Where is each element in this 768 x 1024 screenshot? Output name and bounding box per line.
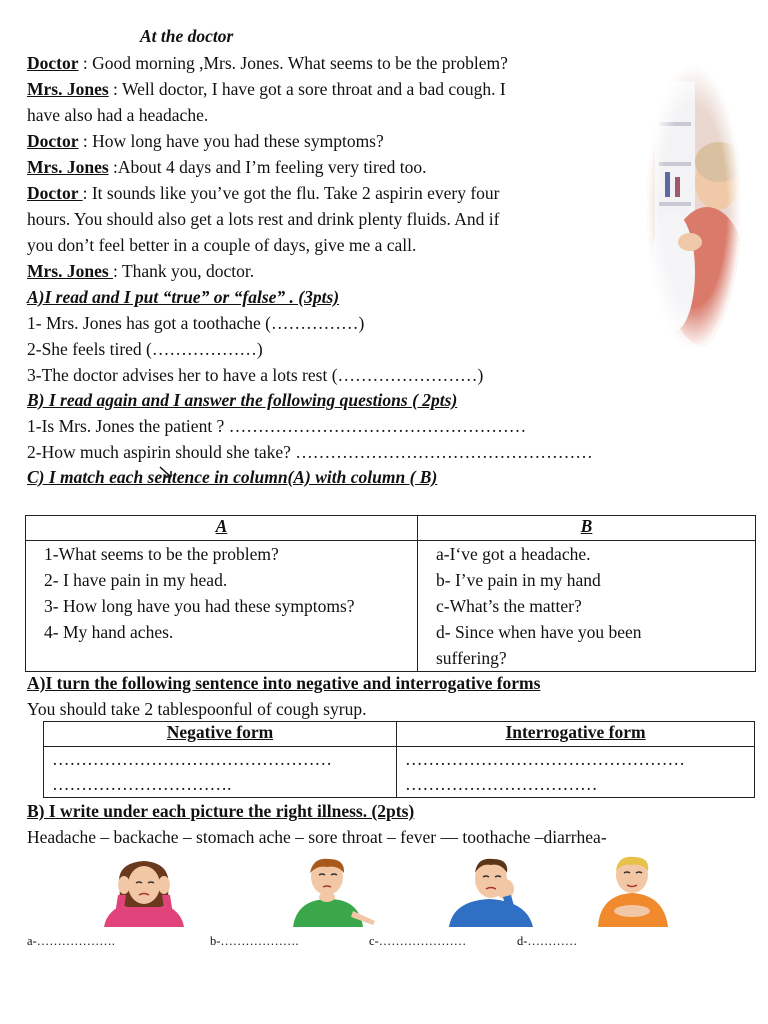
answer-line: …………………………………………: [52, 749, 332, 769]
sore-throat-boy-image: [283, 855, 379, 927]
section-c-heading: C) I match each sentence in column(A) with column ( B): [27, 467, 438, 487]
dialogue-line-9: Mrs. Jones : Thank you, doctor.: [27, 261, 255, 281]
speaker: Doctor: [27, 53, 79, 73]
headache-girl-image: [100, 855, 188, 927]
dialogue-text: Thank you, doctor.: [121, 261, 255, 281]
match-item-b: suffering?: [436, 648, 507, 668]
answer-blank-d: d-…………: [517, 934, 578, 948]
forms-table: [43, 721, 755, 798]
dialogue-line-8: [27, 232, 416, 258]
dialogue-line-7: [27, 206, 499, 232]
dialogue-text: It sounds like you’ve got the flu. Take 2 aspirin every four: [91, 183, 500, 203]
column-a-header: A: [26, 516, 418, 541]
section-e-heading: B) I write under each picture the right illness. (2pts): [27, 801, 415, 821]
question-item: 2-How much aspirin should she take? ……………………………………………: [27, 442, 593, 462]
doctor-patient-photo: [645, 62, 743, 352]
dialogue-text: About 4 days and I’m feeling very tired too.: [117, 157, 427, 177]
dialogue-line-6: Doctor : It sounds like you’ve got the flu. Take 2 aspirin every four: [27, 183, 500, 203]
speaker: Doctor: [27, 131, 79, 151]
dialogue-line-2: Mrs. Jones : Well doctor, I have got a sore throat and a bad cough. I: [27, 79, 506, 99]
answer-blank-c: c-…………………: [369, 934, 467, 948]
dialogue-line-3: [27, 102, 208, 128]
answer-line: ………………………….: [52, 774, 232, 794]
question-item: 1-Is Mrs. Jones the patient ? ……………………………………………: [27, 416, 527, 436]
section-b-heading: B) I read again and I answer the following questions ( 2pts): [27, 390, 458, 410]
match-item-b: a-I‘ve got a headache.: [436, 544, 591, 564]
column-a: [26, 541, 418, 672]
dialogue-text: have also had a headache.: [27, 105, 209, 125]
true-false-item: 1- Mrs. Jones has got a toothache (……………): [27, 313, 365, 333]
answer-blank-b: b-……………….: [210, 934, 299, 948]
match-item-b: c-What’s the matter?: [436, 596, 582, 616]
dialogue-text: you don’t feel better in a couple of days, give me a call.: [27, 235, 417, 255]
interrogative-answer-cell: [397, 747, 755, 798]
answer-blank-a: a-……………….: [27, 934, 115, 948]
column-b-header: B: [418, 516, 756, 541]
match-item-b: b- I’ve pain in my hand: [436, 570, 601, 590]
column-b: [418, 541, 756, 672]
match-item-a: 2- I have pain in my head.: [44, 570, 228, 590]
dialogue-line-5: Mrs. Jones :About 4 days and I’m feeling very tired too.: [27, 157, 427, 177]
answer-line: …………………………………………: [405, 749, 685, 769]
speaker: Mrs. Jones: [27, 157, 109, 177]
page-title: At the doctor: [140, 26, 234, 46]
section-d-heading: A)I turn the following sentence into negative and interrogative forms: [27, 673, 541, 693]
illness-word-list: Headache – backache – stomach ache – sore throat – fever –– toothache –diarrhea-: [27, 827, 607, 847]
speaker: Mrs. Jones: [27, 261, 114, 281]
match-item-a: 1-What seems to be the problem?: [44, 544, 279, 564]
toothache-man-image: [447, 855, 537, 927]
dialogue-text: hours. You should also get a lots rest and drink plenty fluids. And if: [27, 209, 500, 229]
speaker: Mrs. Jones: [27, 79, 109, 99]
true-false-item: 2-She feels tired (………………): [27, 339, 263, 359]
dialogue-text: Well doctor, I have got a sore throat and a bad cough. I: [121, 79, 506, 99]
dialogue-line-1: Doctor : Good morning ,Mrs. Jones. What seems to be the problem?: [27, 53, 508, 73]
negative-answer-cell: [44, 747, 397, 798]
match-item-a: 4- My hand aches.: [44, 622, 174, 642]
dialogue-text: How long have you had these symptoms?: [92, 131, 384, 151]
given-sentence: You should take 2 tablespoonful of cough syrup.: [27, 699, 367, 719]
dialogue-text: Good morning ,Mrs. Jones. What seems to be the problem?: [92, 53, 508, 73]
negative-form-header: Negative form: [44, 722, 397, 747]
stomach-ache-boy-image: [590, 855, 676, 927]
answer-line: ……………………………: [405, 774, 598, 794]
match-item-b: d- Since when have you been: [436, 622, 642, 642]
matching-table: [25, 515, 756, 672]
section-a-heading: A)I read and I put “true” or “false” . (3pts): [27, 287, 340, 307]
dialogue-line-4: Doctor : How long have you had these symptoms?: [27, 131, 384, 151]
match-item-a: 3- How long have you had these symptoms?: [44, 596, 355, 616]
true-false-item: 3-The doctor advises her to have a lots rest (……………………): [27, 365, 484, 385]
speaker: Doctor: [27, 183, 83, 203]
interrogative-form-header: Interrogative form: [397, 722, 755, 747]
cursor-arrow-icon: [158, 465, 176, 481]
